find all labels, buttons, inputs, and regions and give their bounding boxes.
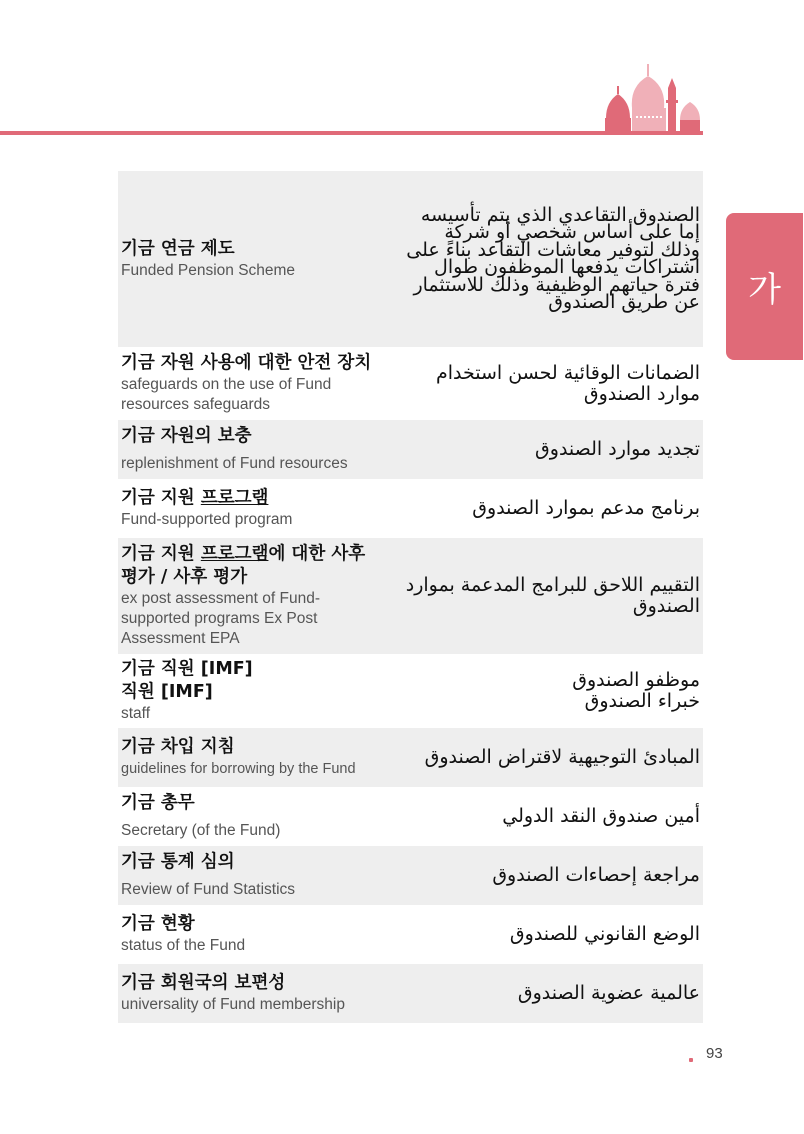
- english-term: guidelines for borrowing by the Fund: [121, 761, 356, 777]
- arabic-line: اشتراكات يدفعها الموظفون طوال: [434, 256, 700, 278]
- korean-term: 기금 자원의 보충: [121, 426, 252, 446]
- arabic-line: المبادئ التوجيهية لاقتراض الصندوق: [424, 746, 700, 768]
- korean-term: 기금 지원 프로그램에 대한 사후 평가 / 사후 평가: [121, 544, 366, 587]
- term-cell: [118, 905, 375, 964]
- korean-term: 기금 현황: [121, 914, 195, 934]
- arabic-line: الصندوق التقاعدي الذي يتم تأسيسه: [420, 203, 700, 226]
- table-row: [118, 171, 703, 347]
- arabic-line: خبراء الصندوق: [584, 690, 700, 712]
- korean-term: 기금 회원국의 보편성: [121, 973, 286, 993]
- term-cell: [118, 171, 375, 347]
- arabic-line: الصندوق: [632, 595, 700, 617]
- arabic-cell: [375, 171, 703, 347]
- english-term: replenishment of Fund resources: [121, 455, 348, 472]
- term-cell: [118, 479, 375, 538]
- arabic-line: مراجعة إحصاءات الصندوق: [492, 864, 700, 886]
- header-rule: [0, 131, 703, 135]
- page-number: 93: [706, 1045, 723, 1062]
- term-cell: [118, 964, 375, 1023]
- arabic-line: فترة حياتهم الوظيفية وذلك للاستثمار: [413, 273, 700, 296]
- arabic-line: موظفو الصندوق: [572, 669, 700, 691]
- arabic-cell: [375, 728, 703, 787]
- table-row: [118, 347, 703, 420]
- english-term: staff: [121, 705, 151, 722]
- english-term: safeguards on the use of Fund resources safeguards: [121, 376, 332, 413]
- english-term: ex post assessment of Fund-supported programs Ex Post Assessment EPA: [121, 590, 321, 647]
- arabic-line: عن طريق الصندوق: [548, 291, 700, 313]
- korean-term: 기금 차입 지침: [121, 737, 235, 757]
- table-row: [118, 728, 703, 787]
- table-row: [118, 479, 703, 538]
- korean-term: 기금 통계 심의: [121, 852, 235, 872]
- arabic-line: الوضع القانوني للصندوق: [509, 923, 700, 945]
- arabic-line: إما على أساس شخصي أو شركة: [444, 221, 700, 243]
- arabic-cell: [375, 654, 703, 728]
- table-row: [118, 905, 703, 964]
- arabic-cell: [375, 905, 703, 964]
- english-term: status of the Fund: [121, 937, 246, 954]
- arabic-line: برنامج مدعم بموارد الصندوق: [472, 497, 700, 519]
- korean-term: 기금 연금 제도: [121, 238, 235, 259]
- arabic-line: الضمانات الوقائية لحسن استخدام: [435, 361, 700, 384]
- index-tab-label: 가: [748, 270, 781, 310]
- term-cell: [118, 787, 375, 846]
- arabic-line: وذلك لتوفير معاشات التقاعد بناءً على: [406, 238, 700, 261]
- table-row: [118, 420, 703, 479]
- korean-term: 기금 지원 프로그램: [121, 488, 269, 508]
- index-tab[interactable]: [726, 213, 803, 360]
- term-cell: [118, 420, 375, 479]
- english-term: Secretary (of the Fund): [121, 822, 281, 839]
- term-cell: [118, 728, 375, 787]
- table-row: [118, 654, 703, 728]
- korean-term: 기금 총무: [121, 793, 195, 813]
- arabic-cell: [375, 964, 703, 1023]
- arabic-cell: [375, 479, 703, 538]
- arabic-line: موارد الصندوق: [583, 382, 700, 405]
- korean-term: 기금 직원 [IMF]: [121, 659, 253, 679]
- arabic-cell: [375, 846, 703, 905]
- arabic-cell: [375, 420, 703, 479]
- arabic-cell: [375, 787, 703, 846]
- table-row: [118, 787, 703, 846]
- glossary-table: [118, 171, 703, 1023]
- korean-term-alt: 직원 [IMF]: [121, 682, 213, 702]
- english-term: universality of Fund membership: [121, 996, 345, 1013]
- table-row: [118, 538, 703, 654]
- mosque-illustration-icon: [600, 58, 704, 134]
- term-cell: [118, 846, 375, 905]
- arabic-cell: [375, 347, 703, 420]
- english-term: Funded Pension Scheme: [121, 261, 296, 279]
- term-cell: [118, 347, 375, 420]
- table-row: [118, 846, 703, 905]
- arabic-line: أمين صندوق النقد الدولي: [502, 805, 700, 827]
- table-row: [118, 964, 703, 1023]
- english-term: Review of Fund Statistics: [121, 881, 296, 898]
- term-cell: [118, 654, 375, 728]
- arabic-line: التقييم اللاحق للبرامج المدعمة بموارد: [405, 574, 700, 596]
- english-term: Fund-supported program: [121, 511, 293, 528]
- korean-term: 기금 자원 사용에 대한 안전 장치: [121, 353, 372, 373]
- arabic-line: عالمية عضوية الصندوق: [517, 982, 700, 1004]
- arabic-line: تجديد موارد الصندوق: [535, 438, 700, 460]
- term-cell: [118, 538, 375, 654]
- arabic-cell: [375, 538, 703, 654]
